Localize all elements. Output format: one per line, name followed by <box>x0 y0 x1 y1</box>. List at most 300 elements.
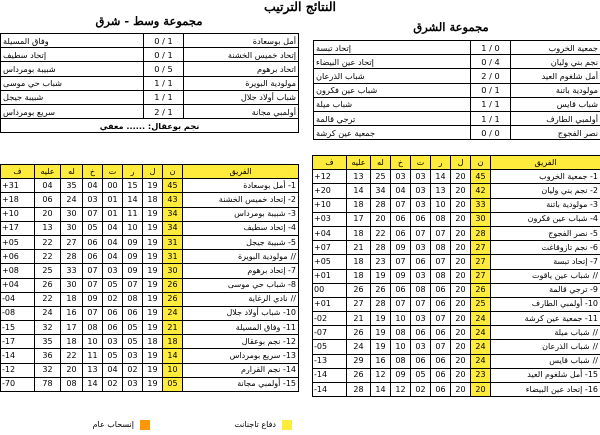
goal-difference: 00 <box>313 283 347 297</box>
stat-l: 09 <box>391 269 411 283</box>
stat-ga: 18 <box>347 269 371 283</box>
stat-gf: 30 <box>61 278 83 292</box>
home-team: جمعية الخروب <box>511 41 600 55</box>
team-name <box>491 170 600 184</box>
stat-j: 19 <box>143 179 163 193</box>
column-header: ر <box>123 165 143 179</box>
stat-d: 03 <box>411 340 431 354</box>
standing-row <box>1 264 299 278</box>
standing-row <box>313 326 600 340</box>
tie-mark: // <box>290 294 296 304</box>
team-name <box>491 368 600 382</box>
stat-w: 10 <box>431 198 451 212</box>
match-score: 1 / 1 <box>471 97 511 111</box>
stat-l: 03 <box>83 193 103 207</box>
stat-w: 07 <box>123 278 143 292</box>
stat-j: 19 <box>143 349 163 363</box>
tie-mark: // <box>592 327 598 337</box>
stat-d: 06 <box>411 212 431 226</box>
stat-p: 23 <box>471 368 491 382</box>
stat-l: 06 <box>391 212 411 226</box>
column-header: ف <box>313 156 347 170</box>
team-label: 10- شباب أولاد جلال <box>226 308 296 318</box>
stat-ga: 13 <box>35 221 61 235</box>
stat-l: 07 <box>391 255 411 269</box>
stat-p: 31 <box>163 250 183 264</box>
standing-row <box>313 340 600 354</box>
stat-d: 06 <box>411 354 431 368</box>
team-label: 1- أمل بوسعادة <box>243 180 296 190</box>
stat-w: 06 <box>431 368 451 382</box>
team-name <box>491 184 600 198</box>
standing-row <box>313 170 600 184</box>
stat-ga: 22 <box>35 292 61 306</box>
stat-p: 24 <box>471 340 491 354</box>
goal-difference: -12 <box>1 363 35 377</box>
standing-row <box>1 278 299 292</box>
column-header: عليه <box>35 165 61 179</box>
stat-w: 07 <box>431 312 451 326</box>
stat-d: 04 <box>103 235 123 249</box>
stat-w: 06 <box>431 354 451 368</box>
team-name <box>491 283 600 297</box>
match-score: 0 / 0 <box>471 126 511 140</box>
stat-l: 05 <box>83 221 103 235</box>
stat-j: 20 <box>451 368 471 382</box>
away-team: سريع بومرداس <box>1 104 144 118</box>
stat-l: 04 <box>391 184 411 198</box>
team-name <box>183 349 299 363</box>
team-name <box>183 193 299 207</box>
stat-gf: 28 <box>371 297 391 311</box>
stat-gf: 22 <box>371 226 391 240</box>
stat-p: 30 <box>163 264 183 278</box>
stat-gf: 23 <box>371 255 391 269</box>
standing-row <box>313 226 600 240</box>
standing-row <box>313 368 600 382</box>
team-name <box>491 198 600 212</box>
stat-j: 19 <box>143 306 163 320</box>
stat-ga: 21 <box>347 241 371 255</box>
stat-ga: 13 <box>347 170 371 184</box>
stat-d: 03 <box>411 241 431 255</box>
goal-difference: -02 <box>313 312 347 326</box>
stat-d: 03 <box>103 264 123 278</box>
standing-row <box>313 212 600 226</box>
standing-row <box>313 297 600 311</box>
result-row <box>314 111 600 125</box>
team-label: 10- أولمبي الطارف <box>531 299 598 309</box>
team-label: 16- إتحاد عين البيضاء <box>525 384 598 394</box>
stat-l: 04 <box>83 179 103 193</box>
stat-d: 06 <box>103 306 123 320</box>
match-score: 5 / 0 <box>144 62 184 76</box>
goal-difference: +08 <box>1 264 35 278</box>
team-label: 11- وفاق المسيلة <box>235 322 296 332</box>
stat-w: 08 <box>431 212 451 226</box>
team-label: 3- مولودية باتنة <box>546 200 598 210</box>
result-footnote-row <box>1 119 299 133</box>
standing-row <box>313 383 600 397</box>
stat-l: 10 <box>391 312 411 326</box>
stat-j: 19 <box>143 250 163 264</box>
stat-j: 19 <box>143 292 163 306</box>
goal-difference: +05 <box>1 235 35 249</box>
stat-gf: 18 <box>61 292 83 306</box>
goal-difference: -14 <box>1 349 35 363</box>
stat-ga: 24 <box>35 306 61 320</box>
stat-l: 08 <box>391 354 411 368</box>
team-label: 13- سريع بومرداس <box>229 351 296 361</box>
home-team: أولمبي مجانة <box>184 104 299 118</box>
match-score: 0 / 1 <box>471 41 511 55</box>
stat-l: 08 <box>391 326 411 340</box>
standing-row <box>1 335 299 349</box>
stat-w: 03 <box>123 349 143 363</box>
team-label: 2- نجم بني وليان <box>541 185 598 195</box>
match-score: 4 / 0 <box>471 55 511 69</box>
away-team: وفاق المسيلة <box>1 34 144 48</box>
stat-ga: 26 <box>347 283 371 297</box>
stat-ga: 24 <box>347 340 371 354</box>
standing-row <box>313 198 600 212</box>
goal-difference: +12 <box>313 170 347 184</box>
stat-p: 30 <box>471 212 491 226</box>
match-score: 1 / 0 <box>144 34 184 48</box>
team-label: 5- شبيبة جيجل <box>246 237 296 247</box>
away-team: إتحاد عين البيضاء <box>314 55 471 69</box>
stat-j: 20 <box>451 312 471 326</box>
legend-withdrawal-swatch <box>140 420 150 430</box>
team-label: 12- نجم بوعقال <box>241 336 296 346</box>
team-name <box>491 241 600 255</box>
away-team: جمعية عين كرشة <box>314 126 471 140</box>
stat-ga: 22 <box>35 250 61 264</box>
goal-difference: -17 <box>1 335 35 349</box>
stat-gf: 34 <box>371 184 391 198</box>
stat-l: 12 <box>391 383 411 397</box>
match-score: 1 / 0 <box>144 48 184 62</box>
east-results-table <box>313 40 600 140</box>
column-header: الفريق <box>491 156 600 170</box>
stat-p: 45 <box>163 179 183 193</box>
stat-j: 20 <box>451 241 471 255</box>
result-row <box>314 69 600 83</box>
page-title: النتائج الترتيب <box>263 0 336 14</box>
away-team: شباب حي موسى <box>1 76 144 90</box>
stat-ga: 18 <box>347 198 371 212</box>
goal-difference: +17 <box>1 221 35 235</box>
result-row <box>314 55 600 69</box>
stat-l: 10 <box>391 340 411 354</box>
goal-difference: -13 <box>313 354 347 368</box>
away-team: شباب الذرعان <box>314 69 471 83</box>
stat-l: 06 <box>83 250 103 264</box>
stat-p: 10 <box>163 363 183 377</box>
stat-ga: 29 <box>347 354 371 368</box>
stat-p: 26 <box>163 292 183 306</box>
team-name <box>491 383 600 397</box>
match-score: 1 / 1 <box>144 76 184 90</box>
standing-row <box>313 241 600 255</box>
stat-l: 10 <box>83 335 103 349</box>
team-label: 5- نصر الفجوج <box>548 228 598 238</box>
stat-l: 07 <box>83 264 103 278</box>
standing-row <box>1 235 299 249</box>
stat-d: 03 <box>411 198 431 212</box>
stat-l: 09 <box>391 368 411 382</box>
stat-d: 06 <box>103 321 123 335</box>
stat-d: 04 <box>103 250 123 264</box>
team-label: 1- جمعية الخروب <box>539 171 598 181</box>
tie-mark: // <box>592 271 598 281</box>
team-name <box>491 255 600 269</box>
column-header: خ <box>83 165 103 179</box>
stat-w: 06 <box>123 306 143 320</box>
goal-difference: +05 <box>313 255 347 269</box>
stat-w: 07 <box>431 255 451 269</box>
goal-difference: +03 <box>313 212 347 226</box>
stat-p: 27 <box>471 241 491 255</box>
stat-p: 14 <box>163 349 183 363</box>
away-team: شباب عين فكرون <box>314 83 471 97</box>
goal-difference: -70 <box>1 377 35 391</box>
stat-gf: 18 <box>61 335 83 349</box>
stat-w: 07 <box>431 226 451 240</box>
stat-d: 05 <box>103 349 123 363</box>
stat-ga: 32 <box>35 363 61 377</box>
standing-row <box>1 377 299 391</box>
stat-w: 11 <box>123 207 143 221</box>
stat-gf: 19 <box>371 312 391 326</box>
stat-p: 31 <box>163 235 183 249</box>
team-label: 7- إتحاد برهوم <box>247 265 296 275</box>
column-header: ت <box>411 156 431 170</box>
stat-ga: 14 <box>347 184 371 198</box>
stat-w: 05 <box>123 321 143 335</box>
legend-walkover-swatch <box>282 420 292 430</box>
goal-difference: +04 <box>1 278 35 292</box>
stat-gf: 16 <box>61 306 83 320</box>
stat-l: 06 <box>391 226 411 240</box>
stat-d: 08 <box>411 283 431 297</box>
stat-gf: 08 <box>61 377 83 391</box>
stat-j: 19 <box>143 221 163 235</box>
column-header: ن <box>163 165 183 179</box>
stat-ga: 32 <box>35 321 61 335</box>
team-label: 14- نجم القرارم <box>240 365 296 375</box>
stat-p: 26 <box>471 283 491 297</box>
result-row <box>1 76 299 90</box>
result-row <box>314 83 600 97</box>
stat-l: 07 <box>83 278 103 292</box>
stat-p: 33 <box>471 198 491 212</box>
team-name <box>183 335 299 349</box>
stat-d: 05 <box>103 278 123 292</box>
stat-w: 07 <box>431 340 451 354</box>
team-label: شباب قايس <box>549 356 590 366</box>
stat-d: 03 <box>411 312 431 326</box>
stat-l: 06 <box>83 235 103 249</box>
away-team: إتحاد تبسة <box>314 41 471 55</box>
stat-l: 09 <box>83 292 103 306</box>
stat-p: 42 <box>471 184 491 198</box>
home-team: نصر الفجوج <box>511 126 600 140</box>
team-name <box>491 340 600 354</box>
stat-l: 03 <box>391 170 411 184</box>
stat-j: 20 <box>451 184 471 198</box>
stat-ga: 20 <box>35 207 61 221</box>
stat-j: 20 <box>451 383 471 397</box>
team-label: شباب عين ياقوت <box>532 271 590 281</box>
team-name <box>183 221 299 235</box>
stat-p: 27 <box>471 269 491 283</box>
stat-p: 18 <box>163 335 183 349</box>
stat-gf: 28 <box>371 198 391 212</box>
team-name <box>491 326 600 340</box>
home-team: مولودية البويرة <box>184 76 299 90</box>
away-team: شباب ميلة <box>314 97 471 111</box>
stat-j: 20 <box>451 198 471 212</box>
stat-w: 06 <box>431 297 451 311</box>
stat-w: 08 <box>431 241 451 255</box>
stat-w: 06 <box>431 383 451 397</box>
stat-w: 03 <box>123 377 143 391</box>
home-team: شباب قايس <box>511 97 600 111</box>
home-team: إتحاد خميس الخشنة <box>184 48 299 62</box>
stat-d: 06 <box>411 326 431 340</box>
legend-withdrawal-label: إنسحاب عام <box>92 420 134 429</box>
stat-d: 01 <box>103 207 123 221</box>
stat-p: 24 <box>163 306 183 320</box>
goal-difference: -04 <box>1 292 35 306</box>
stat-p: 21 <box>163 321 183 335</box>
standing-row <box>313 184 600 198</box>
standing-row <box>313 269 600 283</box>
stat-w: 02 <box>123 363 143 377</box>
stat-gf: 24 <box>61 193 83 207</box>
team-name <box>183 264 299 278</box>
away-team: شبيبة بومرداس <box>1 62 144 76</box>
stat-j: 19 <box>143 264 163 278</box>
stat-gf: 27 <box>61 235 83 249</box>
home-team: أمل بوسعادة <box>184 34 299 48</box>
goal-difference: -08 <box>1 306 35 320</box>
team-label: 6- نجم تازوقاغت <box>541 242 598 252</box>
match-score: 0 / 2 <box>471 69 511 83</box>
team-label: 7- إتحاد تبسة <box>553 256 598 266</box>
team-name <box>183 321 299 335</box>
goal-difference: +10 <box>1 207 35 221</box>
column-header: ل <box>143 165 163 179</box>
standing-row <box>1 250 299 264</box>
stat-w: 09 <box>123 250 143 264</box>
stat-j: 19 <box>143 363 163 377</box>
team-name <box>183 235 299 249</box>
column-header: خ <box>391 156 411 170</box>
stat-p: 24 <box>471 312 491 326</box>
result-row <box>1 104 299 118</box>
standing-row <box>1 207 299 221</box>
stat-p: 24 <box>471 326 491 340</box>
match-score: 1 / 1 <box>471 111 511 125</box>
column-header: ت <box>103 165 123 179</box>
column-header: عليه <box>347 156 371 170</box>
away-team: إتحاد سطيف <box>1 48 144 62</box>
stat-gf: 25 <box>371 170 391 184</box>
stat-j: 20 <box>451 326 471 340</box>
stat-gf: 33 <box>61 264 83 278</box>
stat-l: 09 <box>391 241 411 255</box>
central-standings-table <box>0 164 299 392</box>
team-label: 2- إتحاد خميس الخشنة <box>218 194 296 204</box>
stat-w: 06 <box>431 326 451 340</box>
result-row <box>314 97 600 111</box>
standing-row <box>1 306 299 320</box>
result-row <box>1 34 299 48</box>
stat-l: 06 <box>391 283 411 297</box>
team-name <box>183 250 299 264</box>
stat-ga: 04 <box>35 179 61 193</box>
stat-w: 08 <box>431 269 451 283</box>
stat-l: 13 <box>83 363 103 377</box>
stat-gf: 14 <box>371 383 391 397</box>
stat-w: 08 <box>123 292 143 306</box>
stat-j: 20 <box>451 255 471 269</box>
team-label: مولودية البويرة <box>237 251 288 261</box>
standing-row <box>1 179 299 193</box>
east-standings-table <box>312 155 600 397</box>
team-name <box>491 269 600 283</box>
result-row <box>314 126 600 140</box>
match-score: 1 / 1 <box>144 90 184 104</box>
stat-ga: 25 <box>35 264 61 278</box>
result-row <box>314 41 600 55</box>
stat-w: 09 <box>123 264 143 278</box>
stat-l: 07 <box>83 306 103 320</box>
team-label: 4- شباب عين فكرون <box>527 214 598 224</box>
stat-ga: 26 <box>347 368 371 382</box>
stat-d: 03 <box>411 184 431 198</box>
stat-d: 07 <box>411 297 431 311</box>
standing-row <box>1 292 299 306</box>
stat-j: 20 <box>451 340 471 354</box>
team-name <box>491 312 600 326</box>
team-label: 4- إتحاد سطيف <box>243 223 296 233</box>
stat-l: 11 <box>83 349 103 363</box>
stat-j: 20 <box>451 269 471 283</box>
stat-j: 20 <box>451 170 471 184</box>
stat-ga: 17 <box>347 212 371 226</box>
stat-p: 25 <box>471 297 491 311</box>
stat-d: 05 <box>411 368 431 382</box>
stat-gf: 19 <box>371 269 391 283</box>
goal-difference: +01 <box>313 269 347 283</box>
match-score: 1 / 2 <box>144 104 184 118</box>
stat-j: 20 <box>451 283 471 297</box>
stat-j: 19 <box>143 321 163 335</box>
stat-gf: 30 <box>61 207 83 221</box>
stat-gf: 26 <box>371 283 391 297</box>
stat-ga: 22 <box>35 235 61 249</box>
stat-j: 20 <box>451 226 471 240</box>
stat-d: 07 <box>411 226 431 240</box>
goal-difference: +10 <box>313 198 347 212</box>
stat-w: 14 <box>431 170 451 184</box>
stat-d: 02 <box>411 383 431 397</box>
tie-mark: // <box>290 251 296 261</box>
standing-row <box>313 354 600 368</box>
